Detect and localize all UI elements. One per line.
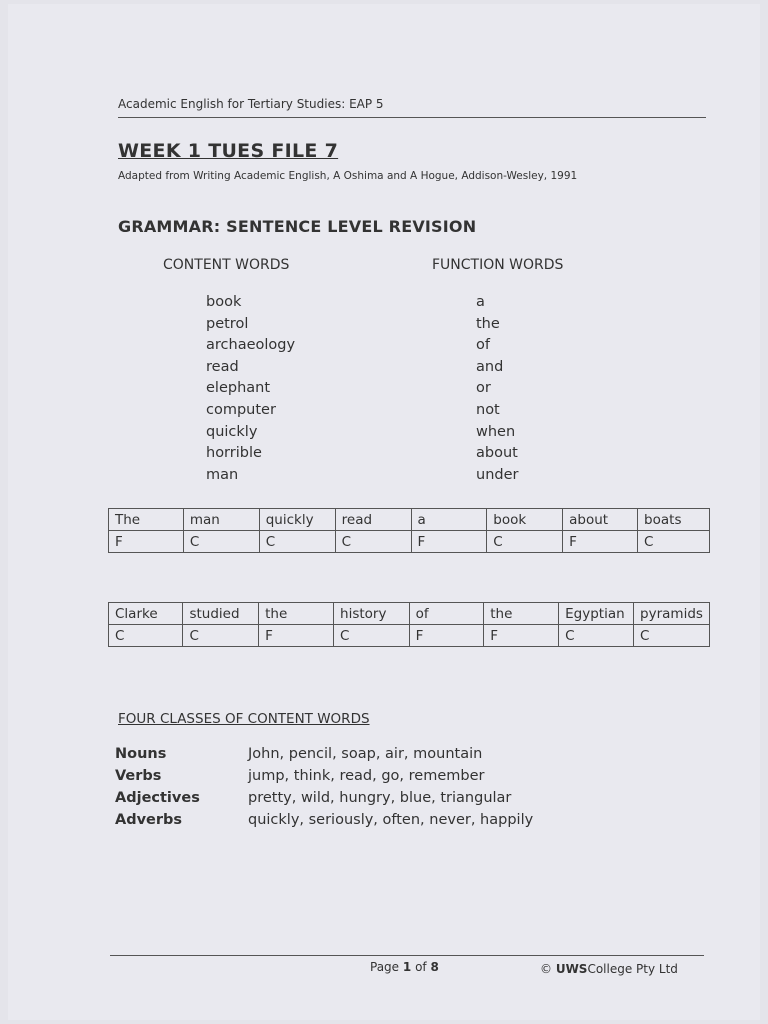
table-row (109, 603, 710, 625)
table-cell: C (638, 531, 710, 553)
course-header: Academic English for Tertiary Studies: EAP 5 (118, 97, 384, 111)
table-cell: about (563, 509, 638, 531)
class-label: Verbs (115, 768, 162, 784)
section-title: GRAMMAR: SENTENCE LEVEL REVISION (118, 217, 477, 236)
list-item: quickly (206, 423, 258, 440)
table-cell: C (183, 531, 259, 553)
list-item: horrible (206, 445, 262, 462)
table-cell: The (109, 509, 184, 531)
table-cell: F (484, 625, 559, 647)
table-row (109, 531, 710, 553)
class-label: Nouns (115, 746, 167, 762)
table-cell: F (259, 625, 334, 647)
page-total: 8 (430, 960, 439, 974)
sentence-table-2 (108, 602, 710, 647)
footer-divider (110, 955, 704, 956)
table-row (109, 625, 710, 647)
table-cell: C (335, 531, 411, 553)
function-words-list (476, 292, 518, 486)
class-examples: John, pencil, soap, air, mountain (248, 746, 483, 762)
page-number (370, 960, 439, 974)
brand-rest: College Pty Ltd (587, 962, 678, 976)
table-cell: man (183, 509, 259, 531)
table-cell: Clarke (109, 603, 183, 625)
table-cell: the (484, 603, 559, 625)
list-item: not (476, 401, 500, 418)
list-item: computer (206, 401, 276, 418)
table-cell: book (487, 509, 563, 531)
list-item: elephant (206, 380, 271, 397)
copyright-icon: © (540, 962, 552, 976)
list-item: under (476, 466, 519, 483)
list-item: or (476, 380, 491, 397)
copyright (540, 962, 678, 976)
list-item: and (476, 358, 504, 375)
table-cell: C (183, 625, 259, 647)
page-of: of (415, 960, 427, 974)
table-cell: studied (183, 603, 259, 625)
class-label: Adverbs (115, 812, 183, 828)
table-cell: the (259, 603, 334, 625)
classes-heading: FOUR CLASSES OF CONTENT WORDS (118, 711, 370, 727)
table-cell: C (559, 625, 634, 647)
table-cell: C (634, 625, 710, 647)
list-item: book (206, 294, 242, 310)
page-title: WEEK 1 TUES FILE 7 (118, 140, 339, 162)
page-word: Page (370, 960, 400, 974)
class-examples: jump, think, read, go, remember (248, 768, 485, 784)
list-item: of (476, 337, 490, 354)
table-cell: C (334, 625, 410, 647)
list-item: man (206, 466, 239, 483)
brand-bold: UWS (555, 962, 588, 976)
content-words-list (206, 292, 295, 486)
class-label: Adjectives (115, 790, 200, 806)
sentence-table-1 (108, 508, 710, 553)
table-cell: pyramids (634, 603, 710, 625)
header-divider (118, 117, 706, 118)
class-row-adverbs (115, 812, 533, 828)
list-item: archaeology (206, 337, 296, 354)
list-item: petrol (206, 315, 249, 332)
table-cell: of (409, 603, 484, 625)
list-item: read (206, 358, 239, 375)
table-row (109, 509, 710, 531)
page-current: 1 (402, 960, 412, 974)
table-cell: boats (638, 509, 710, 531)
list-item: about (476, 445, 518, 462)
class-row-verbs (115, 768, 484, 784)
table-cell: F (411, 531, 487, 553)
table-cell: F (109, 531, 184, 553)
content-words-heading: CONTENT WORDS (163, 257, 290, 273)
class-row-nouns (115, 746, 482, 762)
table-cell: F (563, 531, 638, 553)
table-cell: Egyptian (559, 603, 634, 625)
class-examples: pretty, wild, hungry, blue, triangular (248, 790, 512, 806)
list-item: the (476, 315, 500, 332)
function-words-heading: FUNCTION WORDS (432, 257, 564, 273)
list-item: when (476, 423, 516, 440)
table-cell: F (409, 625, 484, 647)
table-cell: read (335, 509, 411, 531)
class-examples: quickly, seriously, often, never, happily (248, 812, 534, 828)
table-cell: C (487, 531, 563, 553)
table-cell: C (259, 531, 335, 553)
table-cell: a (411, 509, 487, 531)
source-citation: Adapted from Writing Academic English, A Oshima and A Hogue, Addison-Wesley, 1991 (118, 170, 578, 182)
list-item: a (476, 294, 485, 310)
table-cell: C (109, 625, 183, 647)
class-row-adjectives (115, 790, 511, 806)
table-cell: history (334, 603, 410, 625)
table-cell: quickly (259, 509, 335, 531)
